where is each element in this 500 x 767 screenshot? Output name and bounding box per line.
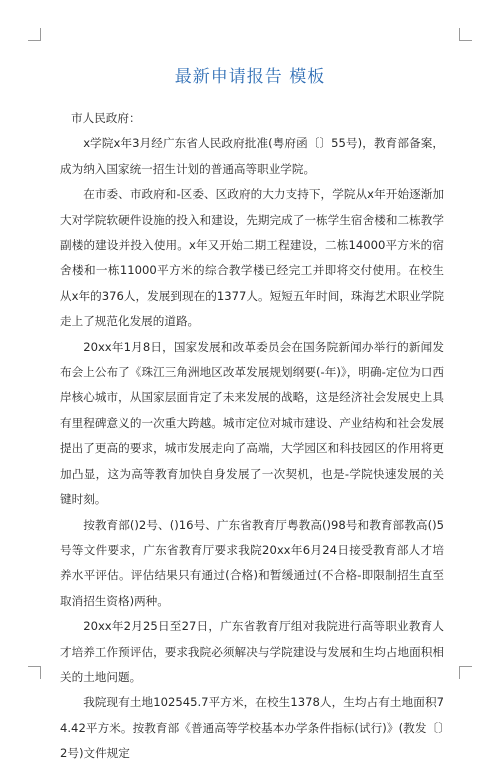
crop-mark-top-right	[459, 28, 472, 41]
paragraph-1: x学院x年3月经广东省人民政府批准(粤府函〔〕55号)，教育部备案，成为纳入国家统一招生计划的普通高等职业学院。	[60, 136, 444, 176]
paragraph-2: 在市委、市政府和-区委、区政府的大力支持下，学院从x年开始逐渐加大对学院软硬件设施的投入和建设，先期完成了一栋学生宿舍楼和二栋教学副楼的建设并投入使用。x年又开始二期工程建设，二栋14000平方米的宿舍楼和一栋11000平方米的综合教学楼已经完工并即将交付使用。在校生从x年的376人，发展到现在的1377人。短短五年时间，珠海艺术职业学院走上了规范化发展的道路。	[60, 187, 444, 329]
crop-mark-bottom-left	[28, 666, 41, 679]
paragraph-6: 我院现有土地102545.7平方米，在校生1378人，生均占有土地面积74.42平方米。按教育部《普通高等学校基本办学条件指标(试行)》(教发〔〕2号)文件规定	[60, 695, 444, 761]
paragraph-4: 按教育部()2号、()16号、广东省教育厅粤教高()98号和教育部教高()5号等文件要求，广东省教育厅要求我院20xx年6月24日接受教育部人才培养水平评估。评估结果只有通过(合格)和暂缓通过(不合格-即限制招生直至取消招生资格)两种。	[60, 517, 444, 608]
document-title: 最新申请报告 模板	[174, 67, 326, 87]
paragraph-3: 20xx年1月8日，国家发展和改革委员会在国务院新闻办举行的新闻发布会上公布了《珠江三角洲地区改革发展规划纲要(-年)》，明确-定位为口西岸核心城市，从国家层面肯定了未来发展的战略，这是经济社会发展史上具有里程碑意义的一次重大跨越。城市定位对城市建设、产业结构和社会发展提出了更高的要求，城市发展走向了高端，大学园区和科技园区的作用将更加凸显，这为高等教育加快自身发展了一次契机，也是-学院快速发展的关键时刻。	[60, 339, 444, 507]
crop-mark-top-left	[28, 28, 41, 41]
crop-mark-bottom-right	[459, 666, 472, 679]
paragraph-5: 20xx年2月25日至27日，广东省教育厅组对我院进行高等职业教育人才培养工作预评估，要求我院必须解决与学院建设与发展和生均占地面积相关的土地问题。	[60, 619, 444, 684]
document-body	[60, 106, 444, 767]
salutation: 市人民政府：	[71, 111, 141, 125]
